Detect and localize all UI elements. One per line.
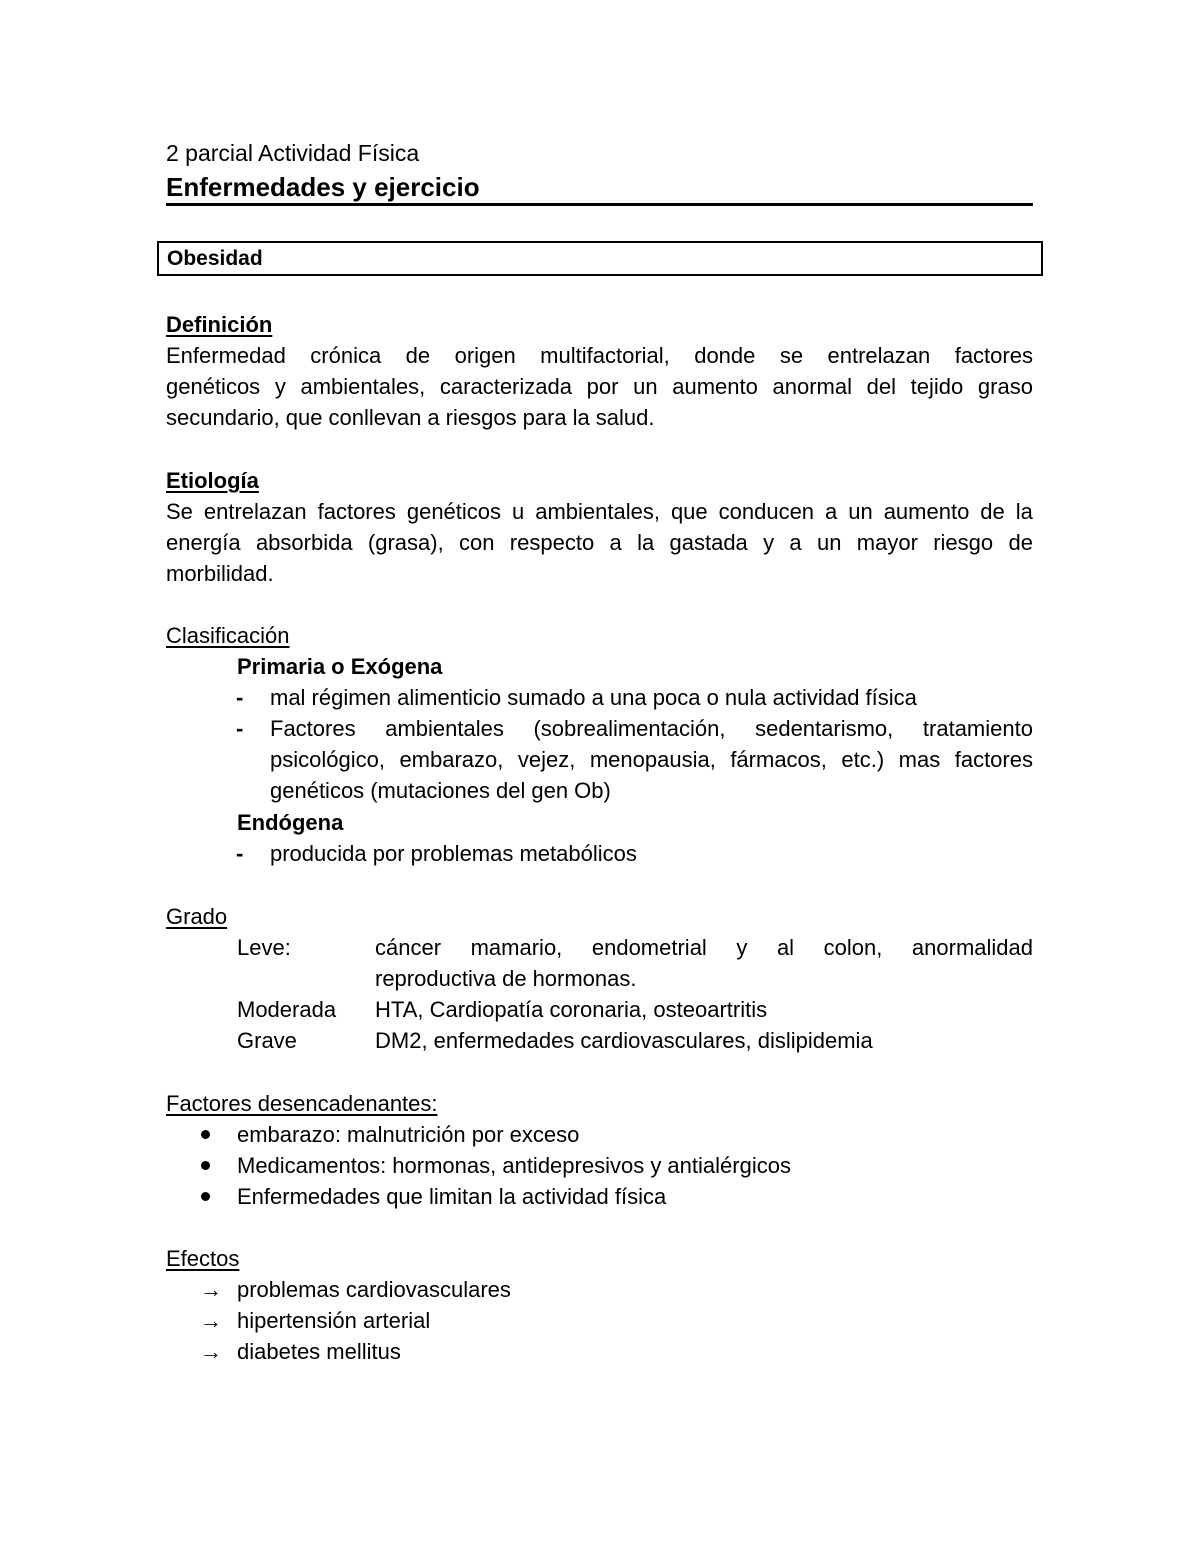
word: u [512, 499, 525, 524]
word: la [1015, 499, 1033, 524]
word: genéticos [166, 374, 261, 399]
word: genéticos [270, 778, 365, 803]
word: genéticos [406, 499, 502, 524]
word: mamario, [470, 935, 563, 960]
word: Enfermedad [166, 343, 286, 368]
word: endometrial [591, 935, 707, 960]
factores-item-2: Medicamentos: hormonas, antidepresivos y antialérgicos [237, 1153, 791, 1178]
paragraph-line [375, 963, 1033, 994]
word: donde [694, 343, 756, 368]
word: y [274, 374, 286, 399]
word: que [285, 405, 323, 430]
word: origen [454, 343, 516, 368]
factores-heading: Factores desencadenantes: [166, 1091, 438, 1116]
word: hormonas. [532, 966, 637, 991]
word: a [427, 405, 440, 430]
word: ambientales [385, 716, 504, 741]
word: se [779, 343, 804, 368]
section-title: Obesidad [167, 247, 263, 270]
word: conducen [718, 499, 815, 524]
etiologia-paragraph [166, 496, 1033, 589]
word: de [980, 499, 1005, 524]
word: (mutaciones [370, 778, 491, 803]
paragraph-line [270, 775, 1033, 806]
grado-value-leve [375, 932, 1033, 994]
word: psicológico, [270, 747, 385, 772]
dash-marker: - [236, 841, 244, 866]
word: colon, [823, 935, 883, 960]
factores-item-1: embarazo: malnutrición por exceso [237, 1122, 580, 1147]
word: tejido [910, 374, 964, 399]
word: anormal [772, 374, 852, 399]
word: un [816, 530, 842, 555]
word: crónica [310, 343, 382, 368]
definicion-heading: Definición [166, 312, 273, 337]
primaria-item-1: mal régimen alimenticio sumado a una poca o nula actividad física [270, 685, 917, 710]
word: Ob) [574, 778, 611, 803]
word: la [637, 530, 655, 555]
word: energía [166, 530, 241, 555]
word: un [848, 499, 873, 524]
efectos-item-2: hipertensión arterial [237, 1308, 431, 1333]
arrow-right-icon: → [200, 1277, 222, 1302]
word: vejez, [517, 747, 576, 772]
bullet-icon [201, 1161, 210, 1170]
paragraph-line [166, 558, 1033, 589]
paragraph-line [375, 932, 1033, 963]
paragraph-line [270, 713, 1033, 744]
word: por [586, 374, 619, 399]
word: mas [898, 747, 941, 772]
word: de [1008, 530, 1033, 555]
efectos-item-3: diabetes mellitus [237, 1339, 401, 1364]
word: tratamiento [922, 716, 1033, 741]
endogena-title: Endógena [237, 810, 344, 835]
grado-label-grave: Grave [237, 1028, 297, 1053]
word: ambientales, [535, 499, 660, 524]
word: etc.) [841, 747, 885, 772]
paragraph-line [166, 340, 1033, 371]
word: a [789, 530, 802, 555]
word: factores [954, 343, 1033, 368]
factores-item-3: Enfermedades que limitan la actividad física [237, 1184, 667, 1209]
word: Se [166, 499, 193, 524]
word: factores [317, 499, 396, 524]
word: morbilidad. [166, 561, 274, 586]
clasificacion-heading: Clasificación [166, 623, 290, 648]
arrow-right-icon: → [200, 1308, 222, 1333]
word: fármacos, [730, 747, 827, 772]
word: Factores [270, 716, 356, 741]
word: embarazo, [399, 747, 504, 772]
paragraph-line [166, 402, 1033, 433]
section-header-box [157, 241, 1043, 276]
word: aumento [672, 374, 758, 399]
word: de [405, 343, 431, 368]
word: del [496, 778, 526, 803]
bullet-icon [201, 1130, 210, 1139]
word: salud. [595, 405, 655, 430]
efectos-heading: Efectos [166, 1246, 240, 1271]
paragraph-line [166, 371, 1033, 402]
word: graso [977, 374, 1033, 399]
word: respecto [509, 530, 595, 555]
word: aumento [883, 499, 970, 524]
primaria-item-2 [270, 713, 1033, 806]
word: caracterizada [439, 374, 572, 399]
word: factores [954, 747, 1033, 772]
word: sedentarismo, [755, 716, 894, 741]
paragraph-line [166, 527, 1033, 558]
word: que [670, 499, 708, 524]
word: absorbida [255, 530, 353, 555]
word: ambientales, [300, 374, 426, 399]
word: al [776, 935, 795, 960]
endogena-item-1: producida por problemas metabólicos [270, 841, 637, 866]
arrow-right-icon: → [200, 1339, 222, 1364]
word: (grasa), [367, 530, 444, 555]
grado-heading: Grado [166, 904, 228, 929]
word: y [763, 530, 775, 555]
word: entrelazan [827, 343, 931, 368]
etiologia-heading: Etiología [166, 468, 259, 493]
title-divider [166, 203, 1033, 206]
dash-marker: - [236, 685, 244, 710]
word: entrelazan [203, 499, 307, 524]
word: con [459, 530, 495, 555]
word: cáncer [375, 935, 442, 960]
word: y [736, 935, 748, 960]
word: riesgos [445, 405, 517, 430]
grado-value-grave: DM2, enfermedades cardiovasculares, dislipidemia [375, 1028, 873, 1053]
primaria-title: Primaria o Exógena [237, 654, 443, 679]
grado-label-leve: Leve: [237, 935, 291, 960]
word: un [633, 374, 658, 399]
word: la [572, 405, 590, 430]
paragraph-line [270, 744, 1033, 775]
grado-value-moderada: HTA, Cardiopatía coronaria, osteoartritis [375, 997, 768, 1022]
grado-label-moderada: Moderada [237, 997, 337, 1022]
word: menopausia, [589, 747, 716, 772]
word: mayor [856, 530, 918, 555]
dash-marker: - [236, 716, 244, 741]
document-title: Enfermedades y ejercicio [166, 172, 480, 202]
word: de [502, 966, 527, 991]
word: a [609, 530, 622, 555]
document-subtitle: 2 parcial Actividad Física [166, 140, 420, 166]
word: secundario, [166, 405, 280, 430]
word: reproductiva [375, 966, 497, 991]
paragraph-line [166, 496, 1033, 527]
word: para [522, 405, 567, 430]
word: multifactorial, [540, 343, 670, 368]
word: riesgo [933, 530, 994, 555]
bullet-icon [201, 1192, 210, 1201]
word: gastada [669, 530, 748, 555]
word: gen [531, 778, 569, 803]
efectos-item-1: problemas cardiovasculares [237, 1277, 511, 1302]
word: a [825, 499, 838, 524]
word: anormalidad [911, 935, 1033, 960]
word: del [866, 374, 897, 399]
word: (sobrealimentación, [533, 716, 726, 741]
definicion-paragraph [166, 340, 1033, 433]
word: conllevan [328, 405, 422, 430]
